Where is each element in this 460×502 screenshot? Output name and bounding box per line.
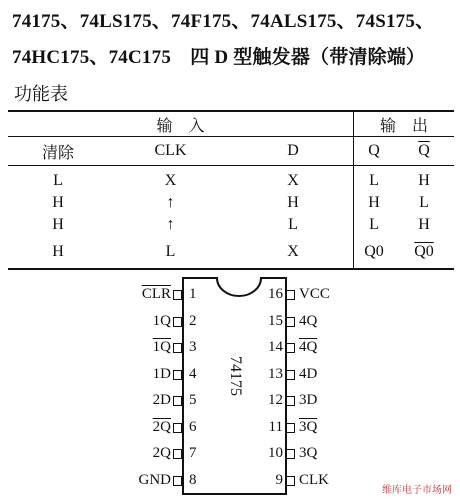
chip-name: 74175: [227, 356, 244, 396]
pin-box: [286, 396, 295, 406]
table-cell: H: [418, 172, 430, 189]
pin-label: 3D: [299, 392, 318, 408]
table-cell: ↑: [166, 216, 175, 233]
col-header-qbar: $\overline{Q}$: [394, 137, 454, 166]
table-cell: H: [418, 216, 430, 233]
table-cell: L: [369, 172, 379, 189]
col-header-clk: CLK: [108, 137, 233, 166]
pin-label: VCC: [299, 286, 330, 302]
pin-box: [286, 370, 295, 380]
pin-number: 2: [189, 312, 197, 329]
pin-number: 12: [268, 392, 283, 408]
pin-label: GND: [138, 471, 171, 488]
pin-number: 16: [268, 286, 283, 302]
pin-box: [286, 343, 295, 353]
pin-label: 2Q: [152, 418, 171, 435]
table-cell: L: [369, 216, 379, 233]
pin-number: 9: [275, 471, 283, 488]
table-cell: H: [52, 216, 64, 233]
pin-label: $\overline{CLR}$: [141, 286, 171, 302]
table-cell: L: [419, 194, 429, 211]
input-group-header: 输 入: [8, 111, 354, 137]
heading-part-numbers-line2: 74HC175、74C175 四 D 型触发器（带清除端）: [12, 47, 426, 68]
table-cell: X: [233, 166, 354, 193]
pin-box: [173, 343, 182, 353]
pin-number: 13: [268, 365, 283, 382]
pin-label: 4Q: [299, 312, 318, 329]
pin-box: [286, 317, 295, 327]
pin-label: 3Q: [299, 418, 318, 435]
pin-number: 14: [268, 339, 283, 355]
output-group-header: 输 出: [354, 111, 455, 137]
pin-box: [286, 449, 295, 459]
col-header-clear: 清除: [8, 137, 108, 166]
watermark-logo: 维库电子市场网: [382, 485, 452, 496]
pin-label: 3Q: [299, 445, 318, 461]
pin-number: 10: [268, 445, 283, 461]
pin-box: [173, 290, 182, 300]
col-header-q: Q: [354, 137, 395, 166]
pin-label: 1Q: [152, 312, 171, 329]
pin-box: [173, 423, 182, 433]
pin-box: [173, 476, 182, 486]
pin-box: [286, 476, 295, 486]
pin-number: 4: [189, 365, 197, 382]
table-cell: ↑: [166, 194, 175, 211]
pin-box: [173, 370, 182, 380]
col-header-d: D: [233, 137, 354, 166]
pin-number: 7: [189, 445, 197, 461]
function-table-title: 功能表: [14, 84, 68, 104]
table-cell: L: [53, 172, 63, 189]
table-cell: H: [8, 236, 108, 269]
table-cell: Q0: [394, 236, 454, 269]
pin-label: CLK: [299, 471, 329, 488]
pin-box: [173, 317, 182, 327]
pin-number: 8: [189, 471, 197, 488]
pin-number: 5: [189, 392, 197, 408]
pin-number: 3: [189, 339, 197, 355]
pin-number: 6: [189, 418, 197, 435]
table-cell: X: [164, 172, 177, 189]
pin-label: 2Q: [152, 445, 171, 461]
pin-label: 1Q: [152, 339, 171, 355]
table-cell: H: [52, 194, 64, 211]
pin-number: 1: [189, 286, 197, 302]
pin-label: 4D: [299, 365, 318, 382]
table-cell: Q0: [354, 236, 395, 269]
pin-number: 15: [268, 312, 283, 329]
table-cell: L: [108, 236, 233, 269]
pin-box: [173, 396, 182, 406]
pin-label: 2D: [152, 392, 171, 408]
table-cell: L: [233, 214, 354, 236]
pin-label: 4Q: [299, 339, 318, 355]
pin-box: [286, 423, 295, 433]
table-cell: X: [233, 236, 354, 269]
heading-part-numbers-line1: 74175、74LS175、74F175、74ALS175、74S175、: [12, 11, 435, 32]
pin-box: [286, 290, 295, 300]
pin-number: 11: [268, 418, 283, 435]
table-cell: H: [233, 192, 354, 214]
table-cell: H: [368, 194, 380, 211]
pin-label: 1D: [152, 365, 171, 382]
pin-box: [173, 449, 182, 459]
